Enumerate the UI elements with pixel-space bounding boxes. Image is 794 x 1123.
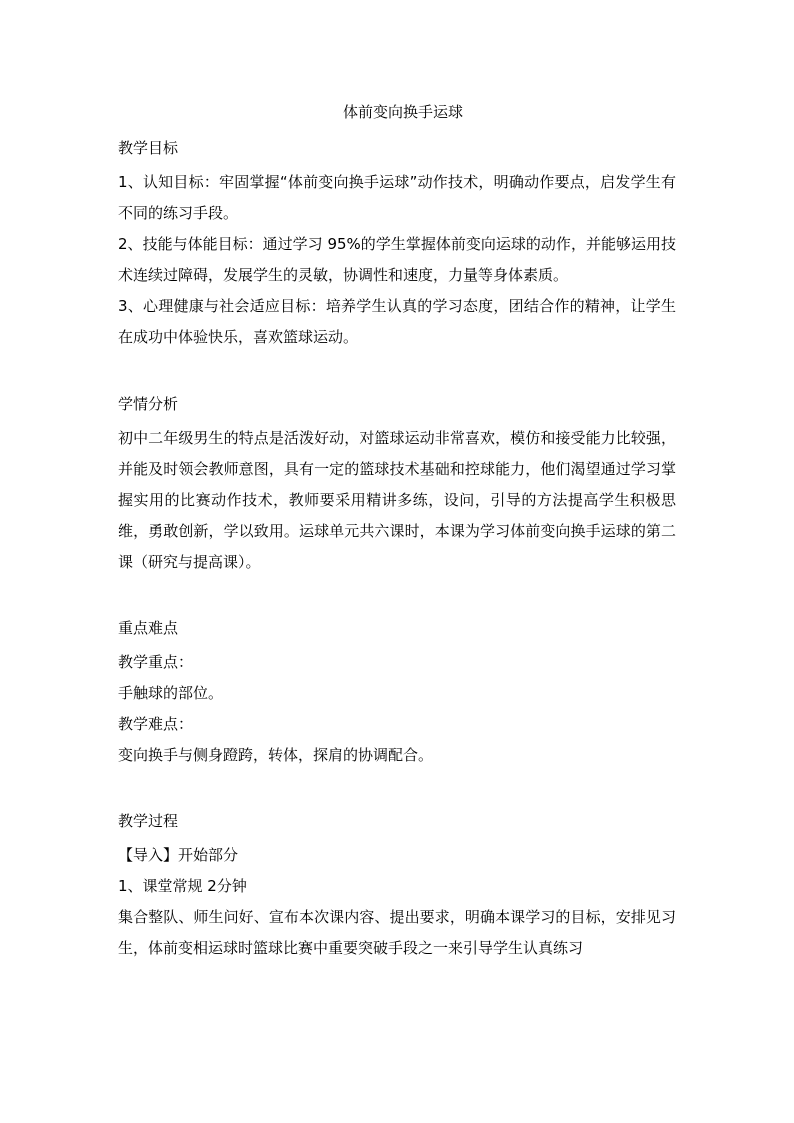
difficulty-label: 教学难点： (118, 715, 194, 733)
objective-item-psychological: 3、心理健康与社会适应目标：培养学生认真的学习态度，团结合作的精神，让学生在成功中体验快乐，喜欢篮球运动。 (118, 297, 676, 346)
difficulty-text: 变向换手与侧身蹬跨，转体，探肩的协调配合。 (118, 746, 434, 764)
key-point-label: 教学重点： (118, 653, 194, 671)
process-paragraph: 集合整队、师生问好、宣布本次课内容、提出要求，明确本课学习的目标，安排见习生，体前变相运球时篮球比赛中重要突破手段之一来引导学生认真练习 (118, 908, 676, 957)
document-title: 体前变向换手运球 (342, 103, 463, 121)
document-body (118, 100, 676, 964)
key-point-text: 手触球的部位。 (118, 684, 224, 702)
objective-item-cognitive: 1、认知目标：牢固掌握“体前变向换手运球”动作技术，明确动作要点，启发学生有不同的练习手段。 (118, 173, 676, 222)
process-section-label: 【导入】开始部分 (118, 846, 239, 864)
process-step: 1、课堂常规 2分钟 (118, 877, 247, 895)
spacer (118, 771, 676, 809)
objectives-heading: 教学目标 (118, 139, 179, 157)
spacer (118, 353, 676, 392)
objective-item-skill: 2、技能与体能目标：通过学习 95%的学生掌握体前变向运球的动作，并能够运用技术连续过障碍，发展学生的灵敏，协调性和速度，力量等身体素质。 (118, 235, 676, 284)
analysis-paragraph: 初中二年级男生的特点是活泼好动，对篮球运动非常喜欢，模仿和接受能力比较强，并能及时领会教师意图，具有一定的篮球技术基础和控球能力，他们渴望通过学习掌握实用的比赛动作技术，教师要采用精讲多练，设问，引导的方法提高学生积极思维，勇敢创新，学以致用。运球单元共六课时，本课为学习体前变向换手运球的第二课（研究与提高课）。 (118, 429, 676, 571)
key-points-heading: 重点难点 (118, 619, 179, 637)
spacer (118, 578, 676, 616)
analysis-heading: 学情分析 (118, 395, 179, 413)
process-heading: 教学过程 (118, 812, 179, 830)
